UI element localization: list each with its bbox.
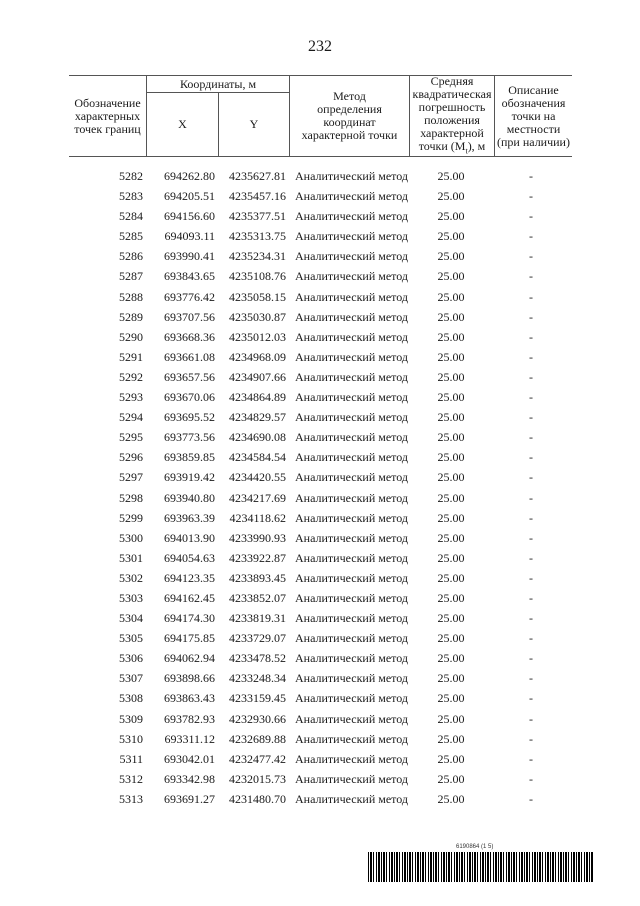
coord-y: 4234829.57 <box>229 410 286 425</box>
error-cell: 25.00 <box>437 269 465 284</box>
description-cell: - <box>529 470 533 485</box>
description-cell: - <box>529 590 533 605</box>
description-cell: - <box>529 791 533 806</box>
table-row <box>69 407 572 427</box>
coord-x: 693691.27 <box>164 791 215 806</box>
error-cell: 25.00 <box>437 631 465 646</box>
table-row <box>69 427 572 447</box>
description-cell: - <box>529 289 533 304</box>
table-row <box>69 608 572 628</box>
description-cell: - <box>529 671 533 686</box>
coord-y: 4234420.55 <box>229 470 286 485</box>
description-cell: - <box>529 229 533 244</box>
header-coordinates: Координаты, м <box>179 76 257 91</box>
header-y: Y <box>249 117 259 131</box>
method-cell: Аналитический метод <box>295 189 409 204</box>
coord-y: 4235313.75 <box>229 229 286 244</box>
point-number: 5311 <box>119 751 143 766</box>
coord-y: 4233990.93 <box>229 530 286 545</box>
table-row <box>69 548 572 568</box>
description-cell: - <box>529 651 533 666</box>
header-designation: Обозначение характерных точек границ <box>74 95 141 136</box>
error-cell: 25.00 <box>437 309 465 324</box>
point-number: 5283 <box>119 189 143 204</box>
description-cell: - <box>529 490 533 505</box>
description-cell: - <box>529 731 533 746</box>
point-number: 5287 <box>119 269 143 284</box>
point-number: 5284 <box>119 209 143 224</box>
coord-x: 694174.30 <box>164 611 215 626</box>
coord-y: 4235377.51 <box>229 209 286 224</box>
method-cell: Аналитический метод <box>295 390 409 405</box>
coord-x: 694162.45 <box>164 590 215 605</box>
coord-y: 4234217.69 <box>229 490 286 505</box>
point-number: 5294 <box>119 410 143 425</box>
coord-x: 693782.93 <box>164 711 215 726</box>
coord-x: 693776.42 <box>164 289 215 304</box>
coord-x: 694123.35 <box>164 570 215 585</box>
description-cell: - <box>529 751 533 766</box>
point-number: 5298 <box>119 490 143 505</box>
error-cell: 25.00 <box>437 550 465 565</box>
description-cell: - <box>529 169 533 183</box>
coord-y: 4233729.07 <box>229 631 286 646</box>
method-cell: Аналитический метод <box>295 771 409 786</box>
table-row <box>69 287 572 307</box>
point-number: 5285 <box>119 229 143 244</box>
method-cell: Аналитический метод <box>295 691 409 706</box>
point-number: 5297 <box>119 470 143 485</box>
method-cell: Аналитический метод <box>295 570 409 585</box>
coord-y: 4232930.66 <box>229 711 286 726</box>
coord-y: 4234118.62 <box>229 510 286 525</box>
table-row <box>69 588 572 608</box>
coord-x: 693657.56 <box>164 369 215 384</box>
table-row <box>69 307 572 327</box>
description-cell: - <box>529 550 533 565</box>
table-row <box>69 186 572 206</box>
error-cell: 25.00 <box>437 369 465 384</box>
error-cell: 25.00 <box>437 651 465 666</box>
description-cell: - <box>529 249 533 264</box>
method-cell: Аналитический метод <box>295 269 409 284</box>
method-cell: Аналитический метод <box>295 249 409 264</box>
header-x: X <box>178 117 187 131</box>
table-row <box>69 628 572 648</box>
method-cell: Аналитический метод <box>295 410 409 425</box>
description-cell: - <box>529 711 533 726</box>
error-cell: 25.00 <box>437 611 465 626</box>
error-cell: 25.00 <box>437 430 465 445</box>
barcode <box>368 852 594 882</box>
method-cell: Аналитический метод <box>295 550 409 565</box>
error-cell: 25.00 <box>437 731 465 746</box>
point-number: 5304 <box>119 611 143 626</box>
coord-x: 693863.43 <box>164 691 215 706</box>
coord-x: 694054.63 <box>164 550 215 565</box>
point-number: 5289 <box>119 309 143 324</box>
point-number: 5313 <box>119 791 143 806</box>
method-cell: Аналитический метод <box>295 751 409 766</box>
error-cell: 25.00 <box>437 410 465 425</box>
coord-y: 4233478.52 <box>229 651 286 666</box>
point-number: 5295 <box>119 430 143 445</box>
coord-y: 4234584.54 <box>229 450 286 465</box>
coord-x: 693919.42 <box>164 470 215 485</box>
coord-x: 693859.85 <box>164 450 215 465</box>
description-cell: - <box>529 430 533 445</box>
point-number: 5307 <box>119 671 143 686</box>
table-row <box>69 166 572 186</box>
table-row <box>69 769 572 789</box>
coord-y: 4235457.16 <box>229 189 286 204</box>
coord-x: 694175.85 <box>164 631 215 646</box>
error-cell: 25.00 <box>437 390 465 405</box>
table-row <box>69 688 572 708</box>
coord-x: 693990.41 <box>164 249 215 264</box>
table-body <box>69 166 572 809</box>
point-number: 5292 <box>119 369 143 384</box>
point-number: 5282 <box>119 169 143 183</box>
method-cell: Аналитический метод <box>295 590 409 605</box>
error-cell: 25.00 <box>437 349 465 364</box>
point-number: 5309 <box>119 711 143 726</box>
error-cell: 25.00 <box>437 711 465 726</box>
description-cell: - <box>529 349 533 364</box>
coord-x: 693668.36 <box>164 329 215 344</box>
table-row <box>69 347 572 367</box>
point-number: 5303 <box>119 590 143 605</box>
description-cell: - <box>529 611 533 626</box>
point-number: 5306 <box>119 651 143 666</box>
error-cell: 25.00 <box>437 570 465 585</box>
description-cell: - <box>529 189 533 204</box>
method-cell: Аналитический метод <box>295 229 409 244</box>
table-row <box>69 648 572 668</box>
error-cell: 25.00 <box>437 249 465 264</box>
error-cell: 25.00 <box>437 289 465 304</box>
coord-x: 693773.56 <box>164 430 215 445</box>
description-cell: - <box>529 209 533 224</box>
coord-y: 4234907.66 <box>229 369 286 384</box>
coord-y: 4232689.88 <box>229 731 286 746</box>
coord-y: 4231480.70 <box>229 791 286 806</box>
method-cell: Аналитический метод <box>295 289 409 304</box>
coord-x: 694093.11 <box>164 229 215 244</box>
method-cell: Аналитический метод <box>295 611 409 626</box>
method-cell: Аналитический метод <box>295 169 409 183</box>
error-cell: 25.00 <box>437 671 465 686</box>
point-number: 5310 <box>119 731 143 746</box>
table-row <box>69 387 572 407</box>
point-number: 5291 <box>119 349 143 364</box>
point-number: 5300 <box>119 530 143 545</box>
error-cell: 25.00 <box>437 229 465 244</box>
method-cell: Аналитический метод <box>295 209 409 224</box>
method-cell: Аналитический метод <box>295 631 409 646</box>
header-description: Описание обозначения точки на местности (при наличии) <box>497 82 570 149</box>
method-cell: Аналитический метод <box>295 651 409 666</box>
error-cell: 25.00 <box>437 771 465 786</box>
method-cell: Аналитический метод <box>295 671 409 686</box>
coord-y: 4234690.08 <box>229 430 286 445</box>
coord-y: 4233852.07 <box>229 590 286 605</box>
table-row <box>69 709 572 729</box>
table-row <box>69 528 572 548</box>
coord-x: 694156.60 <box>164 209 215 224</box>
description-cell: - <box>529 390 533 405</box>
coord-x: 693963.39 <box>164 510 215 525</box>
point-number: 5290 <box>119 329 143 344</box>
coord-x: 693311.12 <box>164 731 215 746</box>
method-cell: Аналитический метод <box>295 731 409 746</box>
coord-y: 4232015.73 <box>229 771 286 786</box>
coord-x: 693898.66 <box>164 671 215 686</box>
description-cell: - <box>529 410 533 425</box>
coord-x: 694013.90 <box>164 530 215 545</box>
description-cell: - <box>529 530 533 545</box>
header-method: Метод определения координат характерной точки <box>301 89 398 142</box>
coord-y: 4235108.76 <box>229 269 286 284</box>
point-number: 5293 <box>119 390 143 405</box>
table-row <box>69 729 572 749</box>
error-cell: 25.00 <box>437 691 465 706</box>
coord-y: 4235058.15 <box>229 289 286 304</box>
table-row <box>69 246 572 266</box>
description-cell: - <box>529 309 533 324</box>
coord-y: 4233893.45 <box>229 570 286 585</box>
table-row <box>69 568 572 588</box>
description-cell: - <box>529 329 533 344</box>
description-cell: - <box>529 450 533 465</box>
header-error: Средняя квадратическая погрешность положения характерной точки $(M_t)$, м <box>412 73 492 156</box>
method-cell: Аналитический метод <box>295 369 409 384</box>
table-row <box>69 749 572 769</box>
coord-y: 4235012.03 <box>229 329 286 344</box>
point-number: 5308 <box>119 691 143 706</box>
method-cell: Аналитический метод <box>295 711 409 726</box>
description-cell: - <box>529 771 533 786</box>
page-number: 232 <box>308 38 332 55</box>
coord-y: 4233819.31 <box>229 611 286 626</box>
coord-x: 693670.06 <box>164 390 215 405</box>
table-row <box>69 467 572 487</box>
point-number: 5301 <box>119 550 143 565</box>
point-number: 5302 <box>119 570 143 585</box>
point-number: 5312 <box>119 771 143 786</box>
table-row <box>69 367 572 387</box>
coord-y: 4233248.34 <box>229 671 286 686</box>
point-number: 5286 <box>119 249 143 264</box>
method-cell: Аналитический метод <box>295 791 409 806</box>
coord-x: 694205.51 <box>164 189 215 204</box>
coord-y: 4234968.09 <box>229 349 286 364</box>
coord-y: 4235627.81 <box>229 169 286 183</box>
description-cell: - <box>529 570 533 585</box>
table-row <box>69 488 572 508</box>
error-cell: 25.00 <box>437 470 465 485</box>
coord-y: 4234864.89 <box>229 390 286 405</box>
method-cell: Аналитический метод <box>295 470 409 485</box>
point-number: 5305 <box>119 631 143 646</box>
error-cell: 25.00 <box>437 791 465 806</box>
table-row <box>69 266 572 286</box>
table-row <box>69 508 572 528</box>
error-cell: 25.00 <box>437 751 465 766</box>
method-cell: Аналитический метод <box>295 349 409 364</box>
error-cell: 25.00 <box>437 510 465 525</box>
table-row <box>69 206 572 226</box>
coord-x: 693661.08 <box>164 349 215 364</box>
method-cell: Аналитический метод <box>295 530 409 545</box>
point-number: 5296 <box>119 450 143 465</box>
table-row <box>69 789 572 809</box>
barcode-number: 6190864 (1 5) <box>456 844 494 850</box>
description-cell: - <box>529 369 533 384</box>
coord-x: 694062.94 <box>164 651 215 666</box>
description-cell: - <box>529 691 533 706</box>
method-cell: Аналитический метод <box>295 329 409 344</box>
method-cell: Аналитический метод <box>295 450 409 465</box>
table-row <box>69 668 572 688</box>
description-cell: - <box>529 631 533 646</box>
point-number: 5299 <box>119 510 143 525</box>
table-header <box>69 75 572 157</box>
coord-x: 693843.65 <box>164 269 215 284</box>
coord-x: 693707.56 <box>164 309 215 324</box>
coord-y: 4233159.45 <box>229 691 286 706</box>
error-cell: 25.00 <box>437 209 465 224</box>
error-cell: 25.00 <box>437 450 465 465</box>
method-cell: Аналитический метод <box>295 490 409 505</box>
error-cell: 25.00 <box>437 590 465 605</box>
table-row <box>69 226 572 246</box>
coord-x: 693042.01 <box>164 751 215 766</box>
coord-x: 694262.80 <box>164 169 215 183</box>
coord-x: 693940.80 <box>164 490 215 505</box>
error-cell: 25.00 <box>437 169 465 183</box>
point-number: 5288 <box>119 289 143 304</box>
error-cell: 25.00 <box>437 530 465 545</box>
coord-x: 693342.98 <box>164 771 215 786</box>
method-cell: Аналитический метод <box>295 309 409 324</box>
coord-y: 4235030.87 <box>229 309 286 324</box>
error-cell: 25.00 <box>437 329 465 344</box>
coord-y: 4235234.31 <box>229 249 286 264</box>
coord-x: 693695.52 <box>164 410 215 425</box>
table-row <box>69 327 572 347</box>
description-cell: - <box>529 269 533 284</box>
description-cell: - <box>529 510 533 525</box>
method-cell: Аналитический метод <box>295 430 409 445</box>
error-cell: 25.00 <box>437 490 465 505</box>
coord-y: 4232477.42 <box>229 751 286 766</box>
table-row <box>69 447 572 467</box>
coord-y: 4233922.87 <box>229 550 286 565</box>
error-cell: 25.00 <box>437 189 465 204</box>
method-cell: Аналитический метод <box>295 510 409 525</box>
